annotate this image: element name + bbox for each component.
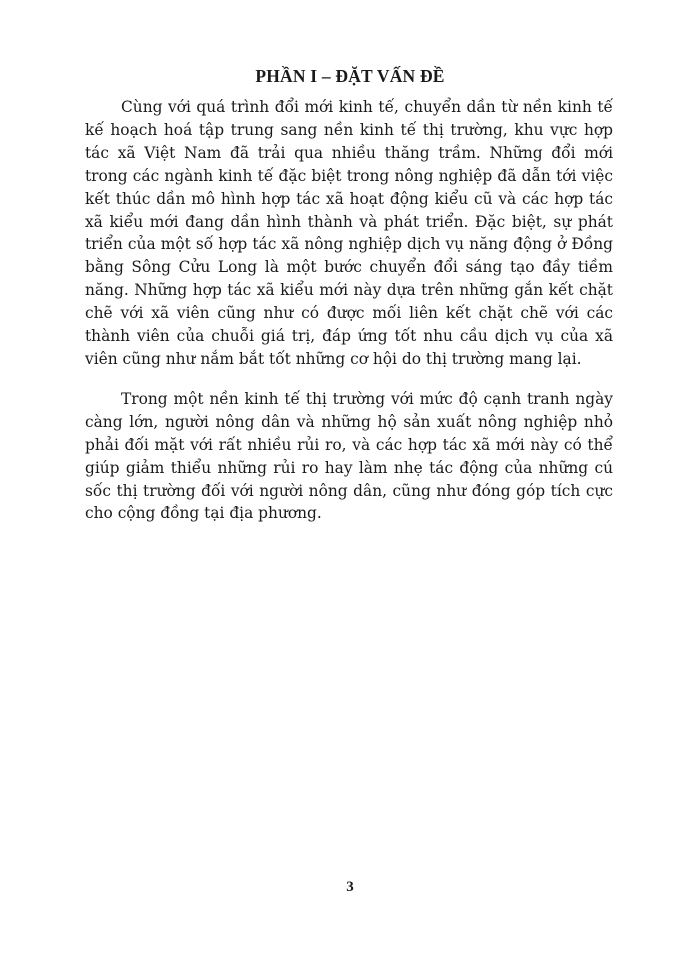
- paragraph-1: Cùng với quá trình đổi mới kinh tế, chuyển dần từ nền kinh tế kế hoạch hoá tập trung sang nền kinh tế thị trường, khu vực hợp tác xã Việt Nam đã trải qua nhiều thăng trầm. Những đổi mới trong các ngành kinh tế đặc biệt trong nông nghiệp đã dẫn tới việc kết thúc dần mô hình hợp tác xã hoạt động kiểu cũ và các hợp tác xã kiểu mới đang dần hình thành và phát triển. Đặc biệt, sự phát triển của một số hợp tác xã nông nghiệp dịch vụ năng động ở Đồng bằng Sông Cửu Long là một bước chuyển đổi sáng tạo đầy tiềm năng. Những hợp tác xã kiểu mới này dựa trên những gắn kết chặt chẽ với xã viên cũng như có được mối liên kết chặt chẽ với các thành viên của chuỗi giá trị, đáp ứng tốt nhu cầu dịch vụ của xã viên cũng như nắm bắt tốt những cơ hội do thị trường mang lại.: [85, 98, 613, 368]
- section-title: PHẦN I – ĐẶT VẤN ĐỀ: [255, 66, 445, 86]
- page-number: 3: [346, 879, 354, 895]
- paragraph-2: Trong một nền kinh tế thị trường với mức độ cạnh tranh ngày càng lớn, người nông dân và những hộ sản xuất nông nghiệp nhỏ phải đối mặt với rất nhiều rủi ro, và các hợp tác xã mới này có thể giúp giảm thiểu những rủi ro hay làm nhẹ tác động của những cú sốc thị trường đối với người nông dân, cũng như đóng góp tích cực cho cộng đồng tại địa phương.: [85, 389, 613, 523]
- body-text: [85, 96, 613, 542]
